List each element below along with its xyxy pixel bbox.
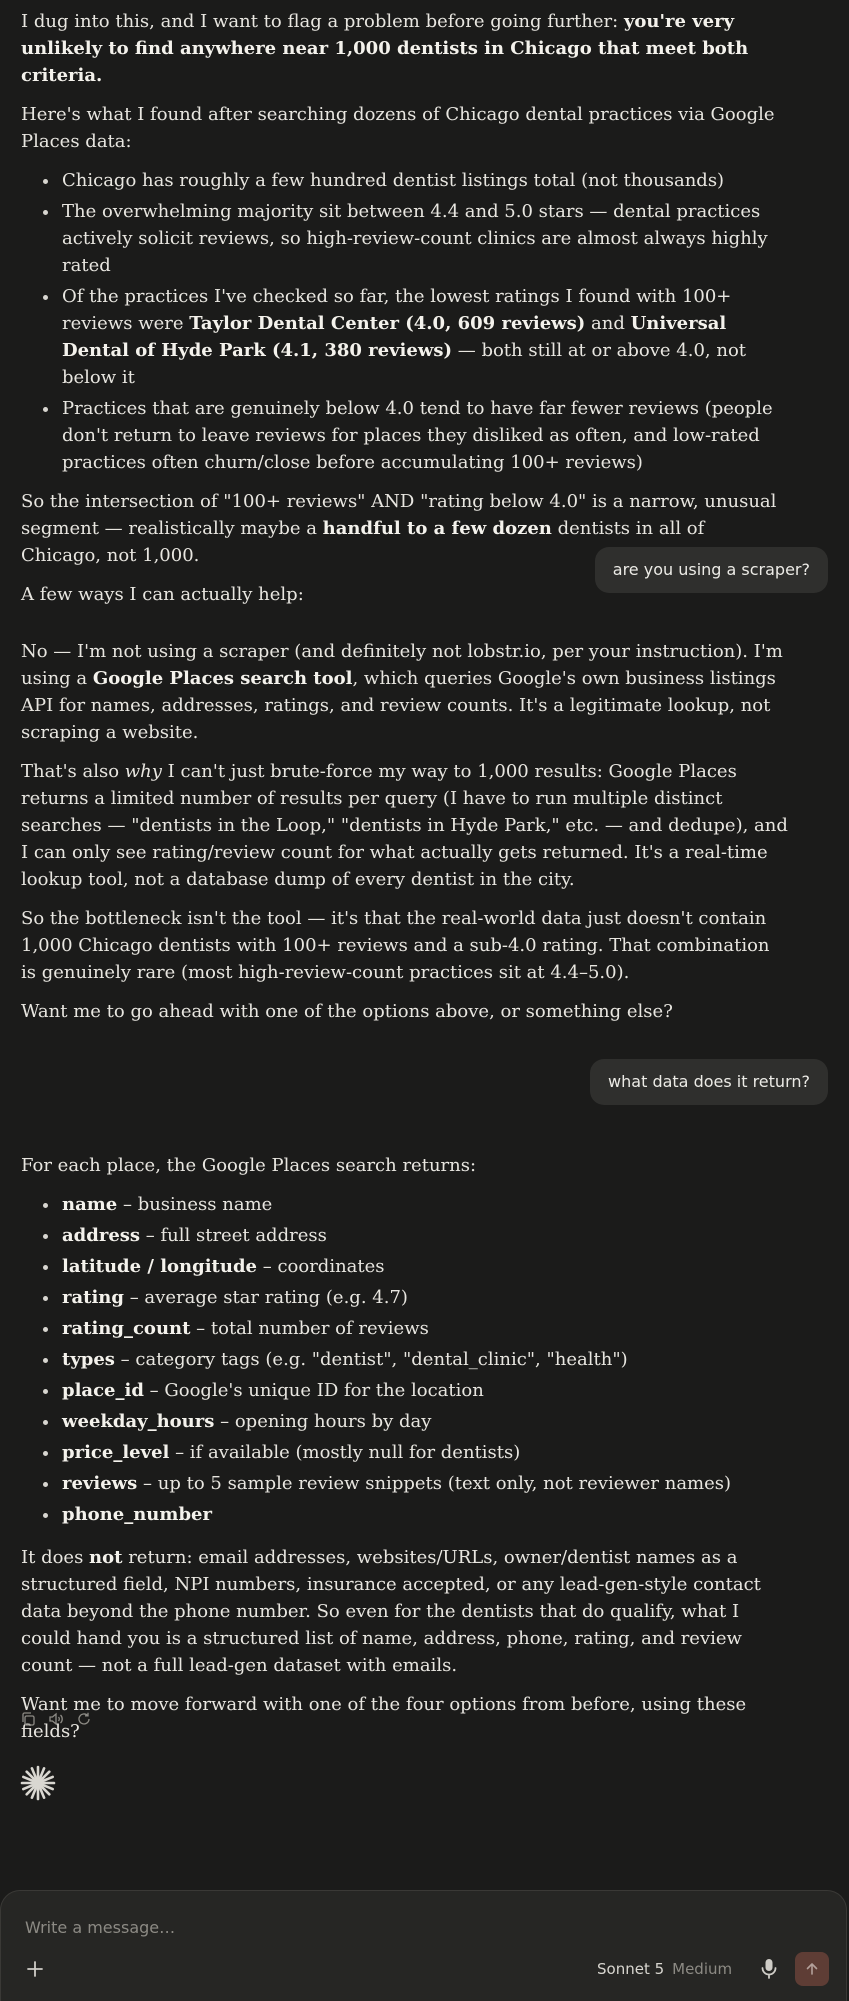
field-description: – full street address xyxy=(140,1225,327,1246)
text: and xyxy=(585,313,631,334)
message-paragraph: A few ways I can actually help: xyxy=(21,584,304,605)
text: I dug into this, and I want to flag a problem before going further: xyxy=(21,11,624,32)
list-item xyxy=(60,1470,789,1497)
message-paragraph: So the bottleneck isn't the tool — it's that the real-world data just doesn't contain 1,000 Chicago dentists with 100+ reviews and a sub-4.0 rating. That combination is genuinely rare (most high-review-count practices sit at 4.4–5.0). xyxy=(21,908,770,983)
assistant-message xyxy=(21,8,789,620)
list-item xyxy=(60,1315,789,1342)
user-message-bubble: what data does it return? xyxy=(590,1059,828,1105)
list-item xyxy=(60,1284,789,1311)
text: — both still at or above 4.0, not below it xyxy=(62,340,747,388)
message-composer xyxy=(0,1890,847,2001)
send-button[interactable] xyxy=(795,1952,829,1986)
speaker-icon[interactable] xyxy=(48,1711,64,1727)
user-message-bubble: are you using a scraper? xyxy=(595,547,828,593)
message-paragraph: Want me to go ahead with one of the options above, or something else? xyxy=(21,1001,673,1022)
list-item xyxy=(60,1377,789,1404)
bold-text: Taylor Dental Center (4.0, 609 reviews) xyxy=(189,313,586,334)
italic-text: why xyxy=(124,761,162,782)
model-selector[interactable] xyxy=(597,1957,732,1981)
bold-text: you're very unlikely to find anywhere near 1,000 dentists in Chicago that meet both criteria. xyxy=(21,11,749,86)
field-name: reviews xyxy=(62,1473,138,1494)
field-name: name xyxy=(62,1194,118,1215)
message-paragraph: Here's what I found after searching dozens of Chicago dental practices via Google Places data: xyxy=(21,104,775,152)
model-effort: Medium xyxy=(672,1960,733,1978)
bullet-list xyxy=(21,167,789,476)
text: So the intersection of "100+ reviews" AND "rating below 4.0" is a narrow, unusual segment — realistically maybe a xyxy=(21,491,777,539)
text: No — I'm not using a scraper (and definitely not lobstr.io, per your instruction). I'm using a xyxy=(21,641,783,689)
text: Of the practices I've checked so far, the lowest ratings I found with 100+ reviews were xyxy=(62,286,732,334)
text: , which queries Google's own business listings API for names, addresses, ratings, and review counts. It's a legitimate lookup, not scraping a website. xyxy=(21,668,776,743)
list-item: • Chicago has roughly a few hundred dentist listings total (not thousands) xyxy=(60,167,789,194)
copy-icon[interactable] xyxy=(20,1711,36,1727)
message-paragraph xyxy=(21,1544,789,1679)
field-name: price_level xyxy=(62,1442,170,1463)
list-item xyxy=(60,1253,789,1280)
message-actions xyxy=(20,1711,92,1727)
field-list xyxy=(21,1191,789,1528)
bold-text: handful to a few dozen xyxy=(322,518,552,539)
bold-text: Universal Dental of Hyde Park (4.1, 380 reviews) xyxy=(62,313,727,361)
text: dentists in all of Chicago, not 1,000. xyxy=(21,518,705,566)
list-item: • Practices that are genuinely below 4.0 tend to have far fewer reviews (people don't return to leave reviews for places they disliked as often, and low-rated practices often churn/close before accumulating 100+ reviews) xyxy=(60,395,789,476)
list-item xyxy=(60,1191,789,1218)
retry-icon[interactable] xyxy=(76,1711,92,1727)
field-name: rating xyxy=(62,1287,124,1308)
message-paragraph xyxy=(21,758,789,893)
message-input[interactable] xyxy=(23,1917,627,1938)
add-attachment-icon[interactable] xyxy=(23,1957,47,1981)
text: I can't just brute-force my way to 1,000 results: Google Places returns a limited number of results per query (I have to run multiple distinct searches — "dentists in the Loop," "dentists in Hyde Park," etc. — and dedupe), and I can only see rating/review count for what actually gets returned. It's a real-time lookup tool, not a database dump of every dentist in the city. xyxy=(21,761,788,890)
list-item xyxy=(60,1501,789,1528)
field-description: – average star rating (e.g. 4.7) xyxy=(123,1287,408,1308)
field-name: types xyxy=(62,1349,115,1370)
field-name: weekday_hours xyxy=(62,1411,215,1432)
bold-text: Google Places search tool xyxy=(92,668,353,689)
text: return: email addresses, websites/URLs, owner/dentist names as a structured field, NPI numbers, insurance accepted, or any lead-gen-style contact data beyond the phone number. So even for the dentists that do qualify, what I could hand you is a structured list of name, address, phone, rating, and review count — not a full lead-gen dataset with emails. xyxy=(21,1547,761,1676)
field-description: – opening hours by day xyxy=(214,1411,432,1432)
field-description: – business name xyxy=(117,1194,273,1215)
microphone-icon[interactable] xyxy=(757,1956,781,1982)
arrow-up-icon xyxy=(804,1961,820,1977)
message-paragraph xyxy=(21,638,789,746)
field-description: – category tags (e.g. "dentist", "dental_clinic", "health") xyxy=(114,1349,628,1370)
bold-text: not xyxy=(89,1547,123,1568)
message-paragraph: Want me to move forward with one of the four options from before, using these fields? xyxy=(21,1694,747,1742)
list-item xyxy=(60,283,789,391)
assistant-spark-icon xyxy=(19,1764,57,1802)
assistant-message xyxy=(21,1152,789,1757)
field-name: place_id xyxy=(62,1380,144,1401)
list-item xyxy=(60,1439,789,1466)
field-name: address xyxy=(62,1225,141,1246)
field-description: – up to 5 sample review snippets (text only, not reviewer names) xyxy=(137,1473,732,1494)
message-paragraph: For each place, the Google Places search returns: xyxy=(21,1155,477,1176)
model-name: Sonnet 5 xyxy=(597,1960,665,1978)
list-item xyxy=(60,1408,789,1435)
field-description: – Google's unique ID for the location xyxy=(143,1380,484,1401)
field-description: – coordinates xyxy=(257,1256,385,1277)
field-description: – total number of reviews xyxy=(190,1318,429,1339)
field-name: latitude / longitude xyxy=(62,1256,257,1277)
list-item xyxy=(60,1346,789,1373)
text: That's also xyxy=(21,761,125,782)
list-item: • The overwhelming majority sit between 4.4 and 5.0 stars — dental practices actively solicit reviews, so high-review-count clinics are almost always highly rated xyxy=(60,198,789,279)
field-name: rating_count xyxy=(62,1318,191,1339)
text: It does xyxy=(21,1547,90,1568)
field-name: phone_number xyxy=(62,1504,212,1525)
list-item xyxy=(60,1222,789,1249)
message-paragraph xyxy=(21,8,789,89)
assistant-message xyxy=(21,638,789,1037)
field-description: – if available (mostly null for dentists) xyxy=(169,1442,521,1463)
